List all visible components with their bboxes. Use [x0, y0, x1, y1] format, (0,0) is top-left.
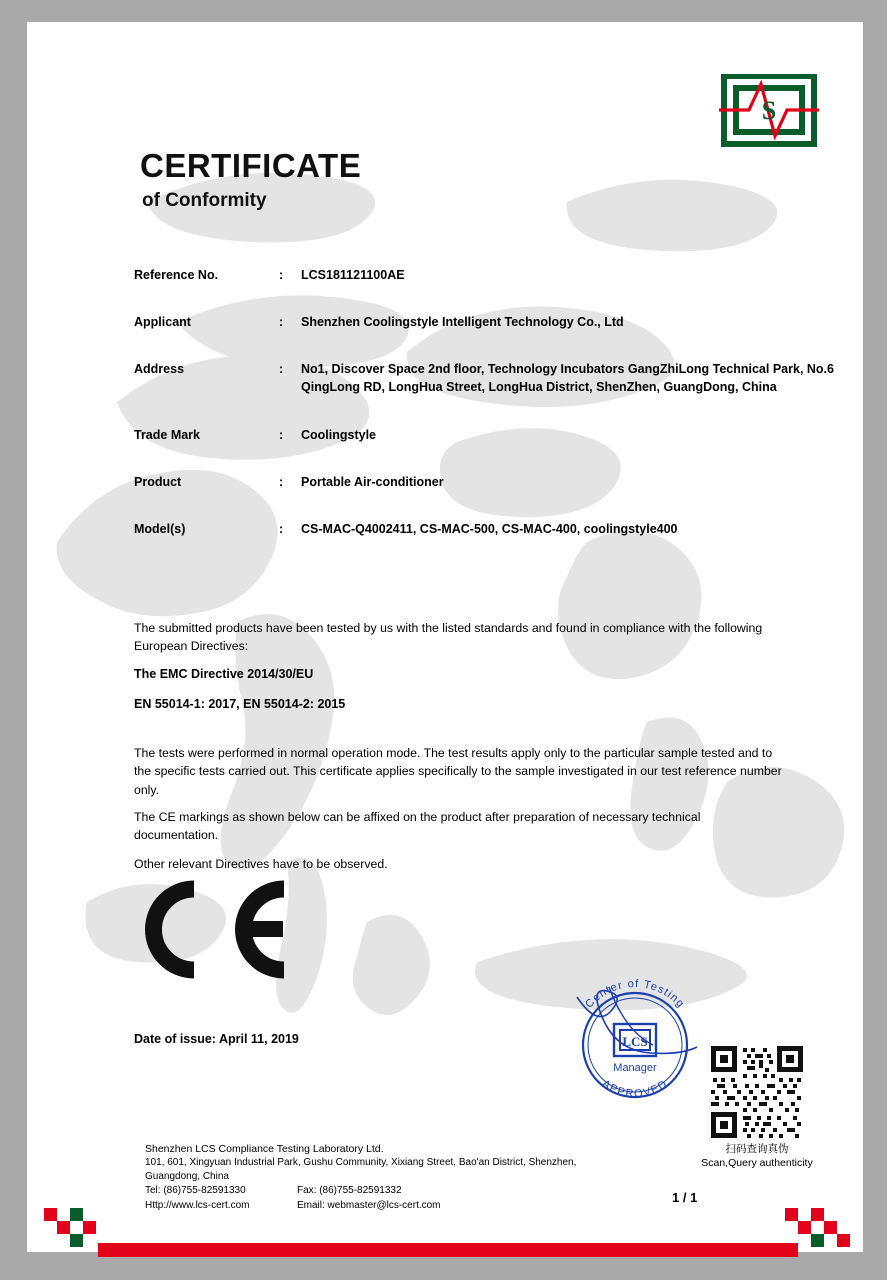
- stamp-inner-text: LCS: [622, 1034, 648, 1049]
- field-label: Reference No.: [134, 268, 219, 282]
- field-value-models: CS-MAC-Q4002411, CS-MAC-500, CS-MAC-400, coolingstyle400: [301, 521, 678, 536]
- decorative-square: [57, 1221, 70, 1234]
- field-label: Trade Mark: [134, 427, 201, 442]
- qr-code[interactable]: [707, 1042, 807, 1142]
- field-row: [134, 426, 834, 444]
- svg-text:APPROVED: [600, 1078, 670, 1101]
- field-label: Address: [134, 362, 185, 377]
- paragraph-intro: The submitted products have been tested by us with the listed standards and found in compliance with the following European Directives:: [134, 621, 763, 654]
- footer-tel: Tel: (86)755-82591330: [145, 1185, 246, 1197]
- field-colon: :: [279, 474, 284, 489]
- decorative-square: [70, 1208, 83, 1221]
- footer-fax: Fax: (86)755-82591332: [297, 1185, 402, 1197]
- field-value-applicant: Shenzhen Coolingstyle Intelligent Technology Co., Ltd: [301, 315, 624, 330]
- decorative-square: [798, 1221, 811, 1234]
- decorative-square: [44, 1208, 57, 1221]
- page-number: 1 / 1: [672, 1190, 698, 1205]
- paragraph-tests: The tests were performed in normal operation mode. The test results apply only to the particular sample tested and to the specific tests carried out. This certificate applies specifically to the sample investigated in our test reference number only.: [134, 746, 782, 797]
- page-subtitle: of Conformity: [142, 190, 267, 211]
- field-value-product: Portable Air-conditioner: [301, 474, 444, 489]
- footer-address-line2: Guangdong, China: [145, 1170, 229, 1182]
- footer-email[interactable]: Email: webmaster@lcs-cert.com: [297, 1199, 441, 1211]
- field-label: Product: [134, 474, 182, 489]
- footer: [145, 1142, 576, 1212]
- certificate-fields: [134, 266, 834, 567]
- date-of-issue: Date of issue: April 11, 2019: [134, 1032, 299, 1046]
- field-row: [134, 520, 834, 538]
- stamp-outer-top: Center of Testing: [583, 977, 687, 1011]
- decorative-square: [785, 1208, 798, 1221]
- approval-stamp: [557, 977, 717, 1102]
- footer-website[interactable]: Http://www.lcs-cert.com: [145, 1199, 250, 1211]
- stamp-outer-bottom: APPROVED: [599, 1077, 671, 1101]
- paragraph-other-directives: Other relevant Directives have to be observed.: [134, 857, 388, 871]
- field-value-address: No1, Discover Space 2nd floor, Technology Incubators GangZhiLong Technical Park, No.6 QingLong RD, LongHua Street, LongHua District, ShenZhen, GuangDong, China: [301, 362, 834, 395]
- field-label: Model(s): [134, 521, 186, 536]
- field-row: [134, 360, 834, 396]
- decorative-bar-bottom: [98, 1243, 798, 1257]
- paragraph-standards: EN 55014-1: 2017, EN 55014-2: 2015: [134, 697, 346, 711]
- qr-caption: [682, 1142, 832, 1170]
- field-row: [134, 266, 834, 284]
- footer-address-line1: 101, 601, Xingyuan Industrial Park, Gushu Community, Xixiang Street, Bao'an District, Shenzhen,: [145, 1157, 577, 1169]
- field-colon: :: [279, 315, 284, 330]
- field-value-reference-no: LCS181121100AE: [301, 268, 405, 282]
- ce-marking-icon: [132, 877, 297, 982]
- decorative-square: [811, 1208, 824, 1221]
- lcs-logo-icon: [719, 74, 819, 149]
- stamp-role: Manager: [613, 1062, 657, 1074]
- footer-contacts-row: [145, 1184, 576, 1198]
- paragraph-ce-marking: The CE markings as shown below can be affixed on the product after preparation of necessary technical documentation.: [134, 810, 701, 843]
- decorative-square: [70, 1234, 83, 1247]
- field-colon: :: [279, 362, 284, 377]
- decorative-square: [837, 1234, 850, 1247]
- field-label: Applicant: [134, 315, 191, 330]
- paragraph-directive: The EMC Directive 2014/30/EU: [134, 667, 314, 681]
- field-row: [134, 313, 834, 331]
- svg-text:S: S: [761, 96, 777, 125]
- qr-caption-en: Scan,Query authenticity: [701, 1157, 813, 1170]
- qr-caption-cn: 扫码查询真伪: [725, 1143, 789, 1155]
- decorative-square: [824, 1221, 837, 1234]
- decorative-square: [83, 1221, 96, 1234]
- footer-web-row: [145, 1199, 576, 1213]
- decorative-square: [811, 1234, 824, 1247]
- field-row: [134, 473, 834, 491]
- field-colon: :: [279, 521, 284, 536]
- certificate-sheet: [27, 22, 863, 1252]
- field-colon: :: [279, 427, 284, 442]
- footer-lab-name: Shenzhen LCS Compliance Testing Laboratory Ltd.: [145, 1143, 384, 1155]
- page-title: CERTIFICATE: [140, 147, 362, 184]
- field-colon: :: [279, 268, 284, 282]
- field-value-trade-mark: Coolingstyle: [301, 427, 377, 442]
